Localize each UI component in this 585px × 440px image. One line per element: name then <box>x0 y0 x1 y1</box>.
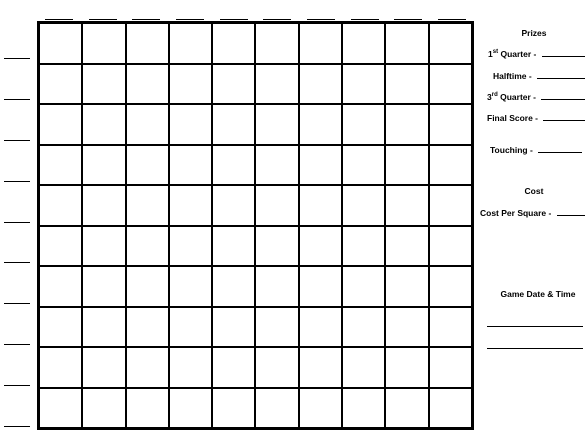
column-number-blank[interactable] <box>220 8 248 20</box>
square-cell[interactable] <box>385 23 428 64</box>
square-cell[interactable] <box>82 347 125 388</box>
prize-final-score <box>487 112 585 123</box>
prizes-heading: Prizes <box>521 28 547 38</box>
column-number-blank[interactable] <box>132 8 160 20</box>
square-cell[interactable] <box>299 307 342 348</box>
square-cell[interactable] <box>126 266 169 307</box>
first-quarter-suffix: st <box>492 49 499 56</box>
square-cell[interactable] <box>169 64 212 105</box>
square-cell[interactable] <box>169 307 212 348</box>
square-cell[interactable] <box>255 64 298 105</box>
prize-first-quarter <box>488 48 585 59</box>
square-cell[interactable] <box>299 64 342 105</box>
square-cell[interactable] <box>342 388 385 429</box>
square-cell[interactable] <box>39 266 82 307</box>
square-cell[interactable] <box>212 388 255 429</box>
square-cell[interactable] <box>39 104 82 145</box>
square-cell[interactable] <box>342 64 385 105</box>
square-cell[interactable] <box>126 145 169 186</box>
square-cell[interactable] <box>299 185 342 226</box>
square-cell[interactable] <box>126 226 169 267</box>
square-cell[interactable] <box>299 266 342 307</box>
cost-per-square-label: Cost Per Square - <box>480 208 552 218</box>
game-date-blank[interactable] <box>487 325 583 327</box>
square-cell[interactable] <box>82 307 125 348</box>
square-cell[interactable] <box>212 23 255 64</box>
square-cell[interactable] <box>212 347 255 388</box>
square-cell[interactable] <box>299 23 342 64</box>
square-cell[interactable] <box>169 388 212 429</box>
row-number-blank[interactable] <box>4 261 30 263</box>
square-cell[interactable] <box>385 347 428 388</box>
square-cell[interactable] <box>169 104 212 145</box>
square-cell[interactable] <box>82 185 125 226</box>
square-cell[interactable] <box>212 145 255 186</box>
column-number-blank[interactable] <box>45 8 73 20</box>
first-quarter-number: 1 <box>488 49 493 59</box>
square-cell[interactable] <box>429 104 472 145</box>
prize-halftime <box>493 70 585 81</box>
square-cell[interactable] <box>169 347 212 388</box>
squares-grid <box>37 21 474 430</box>
square-cell[interactable] <box>212 185 255 226</box>
square-cell[interactable] <box>385 145 428 186</box>
square-cell[interactable] <box>169 23 212 64</box>
square-cell[interactable] <box>255 266 298 307</box>
column-number-blank[interactable] <box>89 8 117 20</box>
row-number-blank[interactable] <box>4 302 30 304</box>
square-cell[interactable] <box>385 185 428 226</box>
final-score-label: Final Score - <box>487 113 539 123</box>
square-cell[interactable] <box>429 185 472 226</box>
square-cell[interactable] <box>342 266 385 307</box>
square-cell[interactable] <box>429 226 472 267</box>
square-cell[interactable] <box>39 185 82 226</box>
square-cell[interactable] <box>429 145 472 186</box>
final-score-prize-blank[interactable] <box>543 112 585 121</box>
square-cell[interactable] <box>255 307 298 348</box>
square-cell[interactable] <box>299 388 342 429</box>
square-cell[interactable] <box>429 388 472 429</box>
square-cell[interactable] <box>169 266 212 307</box>
third-quarter-label: Quarter - <box>500 92 537 102</box>
prize-touching <box>490 144 582 155</box>
square-cell[interactable] <box>126 347 169 388</box>
prize-third-quarter <box>487 91 585 102</box>
square-cell[interactable] <box>342 226 385 267</box>
cost-per-square-blank[interactable] <box>557 207 585 216</box>
square-cell[interactable] <box>169 226 212 267</box>
square-cell[interactable] <box>212 307 255 348</box>
square-cell[interactable] <box>212 266 255 307</box>
square-cell[interactable] <box>126 23 169 64</box>
square-cell[interactable] <box>169 185 212 226</box>
square-cell[interactable] <box>169 145 212 186</box>
square-cell[interactable] <box>39 23 82 64</box>
square-cell[interactable] <box>126 307 169 348</box>
square-cell[interactable] <box>39 145 82 186</box>
row-number-blank[interactable] <box>4 221 30 223</box>
square-cell[interactable] <box>299 347 342 388</box>
square-cell[interactable] <box>39 347 82 388</box>
column-number-blank[interactable] <box>307 8 335 20</box>
square-cell[interactable] <box>126 388 169 429</box>
first-quarter-prize-blank[interactable] <box>542 48 585 57</box>
game-date-time-heading: Game Date & Time <box>500 289 576 299</box>
square-cell[interactable] <box>82 266 125 307</box>
row-number-blank[interactable] <box>4 384 30 386</box>
square-cell[interactable] <box>126 104 169 145</box>
square-cell[interactable] <box>255 145 298 186</box>
square-cell[interactable] <box>39 226 82 267</box>
square-cell[interactable] <box>255 23 298 64</box>
column-number-blank[interactable] <box>176 8 204 20</box>
row-number-blank[interactable] <box>4 180 30 182</box>
square-cell[interactable] <box>39 307 82 348</box>
square-cell[interactable] <box>385 226 428 267</box>
square-cell[interactable] <box>212 226 255 267</box>
square-cell[interactable] <box>429 266 472 307</box>
cost-per-square <box>480 207 585 218</box>
square-cell[interactable] <box>82 23 125 64</box>
square-cell[interactable] <box>342 145 385 186</box>
square-cell[interactable] <box>342 104 385 145</box>
row-number-blank[interactable] <box>4 343 30 345</box>
square-cell[interactable] <box>342 185 385 226</box>
column-number-blank[interactable] <box>351 8 379 20</box>
touching-prize-blank[interactable] <box>538 144 582 153</box>
column-number-blank[interactable] <box>263 8 291 20</box>
square-cell[interactable] <box>255 388 298 429</box>
square-cell[interactable] <box>385 388 428 429</box>
third-quarter-number: 3 <box>487 92 492 102</box>
square-cell[interactable] <box>82 388 125 429</box>
square-cell[interactable] <box>212 64 255 105</box>
square-cell[interactable] <box>385 64 428 105</box>
square-cell[interactable] <box>299 145 342 186</box>
square-cell[interactable] <box>126 185 169 226</box>
square-cell[interactable] <box>299 226 342 267</box>
column-number-blank[interactable] <box>438 8 466 20</box>
square-cell[interactable] <box>39 388 82 429</box>
square-cell[interactable] <box>385 104 428 145</box>
square-cell[interactable] <box>342 307 385 348</box>
cost-heading: Cost <box>524 186 544 196</box>
row-number-blank[interactable] <box>4 139 30 141</box>
square-cell[interactable] <box>385 266 428 307</box>
square-cell[interactable] <box>39 64 82 105</box>
square-cell[interactable] <box>429 347 472 388</box>
square-cell[interactable] <box>82 104 125 145</box>
third-quarter-suffix: rd <box>491 92 498 99</box>
square-cell[interactable] <box>82 226 125 267</box>
square-cell[interactable] <box>342 347 385 388</box>
square-cell[interactable] <box>385 307 428 348</box>
halftime-label: Halftime - <box>493 71 532 81</box>
square-cell[interactable] <box>255 347 298 388</box>
third-quarter-prize-blank[interactable] <box>541 91 585 100</box>
halftime-prize-blank[interactable] <box>537 70 585 79</box>
square-cell[interactable] <box>126 64 169 105</box>
square-cell[interactable] <box>429 23 472 64</box>
square-cell[interactable] <box>429 64 472 105</box>
square-cell[interactable] <box>255 226 298 267</box>
square-cell[interactable] <box>429 307 472 348</box>
touching-label: Touching - <box>490 145 533 155</box>
row-number-blank[interactable] <box>4 57 30 59</box>
square-cell[interactable] <box>82 145 125 186</box>
game-time-blank[interactable] <box>487 347 583 349</box>
row-number-blank[interactable] <box>4 425 30 427</box>
square-cell[interactable] <box>255 104 298 145</box>
square-cell[interactable] <box>255 185 298 226</box>
row-number-blank[interactable] <box>4 98 30 100</box>
square-cell[interactable] <box>212 104 255 145</box>
info-panel <box>478 0 585 440</box>
square-cell[interactable] <box>82 64 125 105</box>
column-number-blank[interactable] <box>394 8 422 20</box>
first-quarter-label: Quarter - <box>500 49 537 59</box>
square-cell[interactable] <box>299 104 342 145</box>
square-cell[interactable] <box>342 23 385 64</box>
